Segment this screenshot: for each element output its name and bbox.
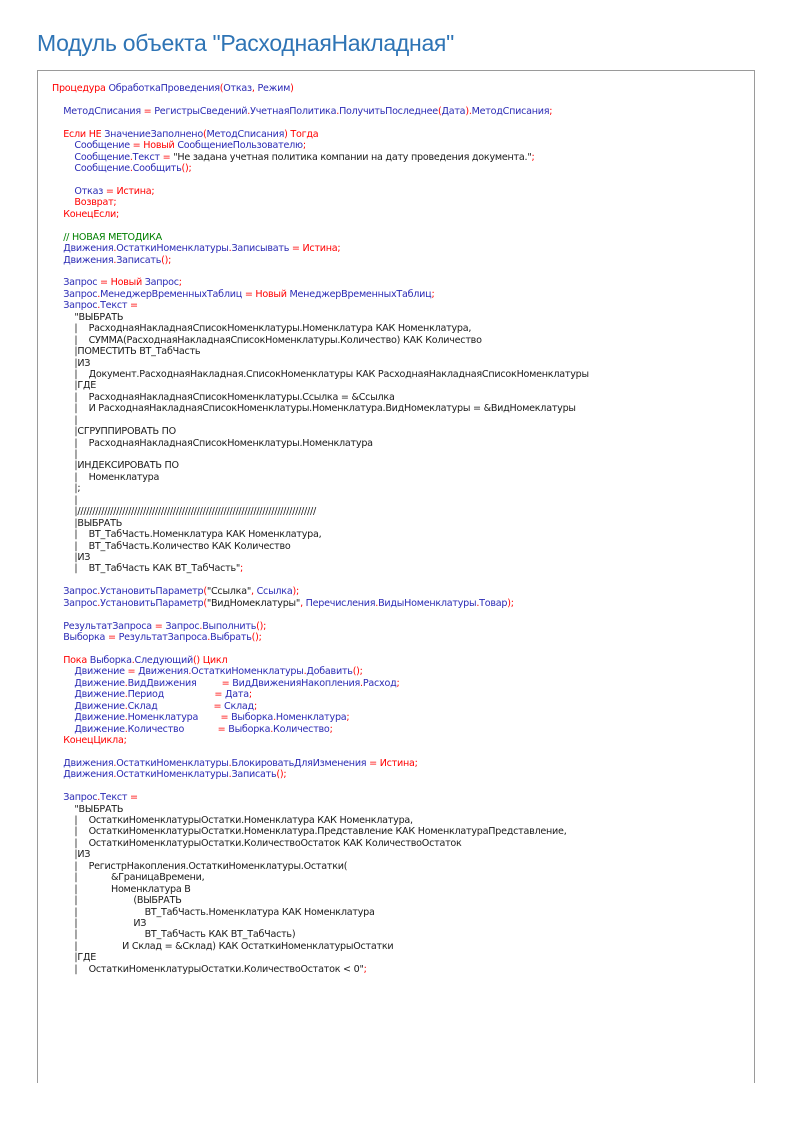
code-token: , (251, 83, 258, 94)
code-token: = (220, 712, 232, 724)
code-line (52, 117, 589, 128)
code-line (52, 323, 589, 334)
code-token: ( (203, 597, 207, 609)
code-token: | ИЗ (52, 917, 147, 929)
code-token: ОстаткиНоменклатуры (191, 666, 304, 678)
code-token: ; (240, 563, 243, 575)
code-token: |ГДЕ (52, 380, 97, 392)
code-line (52, 769, 589, 780)
code-token: Выборка (228, 723, 271, 735)
code-line (52, 563, 589, 574)
code-token: ; (302, 140, 306, 152)
code-token: | &ГраницаВремени, (52, 872, 205, 884)
code-token: |; (52, 483, 81, 495)
code-token: = (130, 300, 138, 312)
code-token: Движения (52, 769, 114, 781)
code-line (52, 175, 589, 186)
code-token: Количество (273, 723, 330, 735)
code-line (52, 586, 589, 597)
code-token: . (124, 700, 128, 712)
code-line (52, 266, 589, 277)
code-token: . (188, 666, 192, 678)
code-token: . (207, 632, 211, 643)
code-token: ( (202, 128, 207, 140)
code-token: | РасходнаяНакладнаяСписокНоменклатуры.Ссылка = &Ссылка (52, 391, 395, 403)
code-line (52, 746, 589, 757)
code-token: . (113, 769, 117, 781)
code-token: . (124, 723, 128, 735)
code-token: = (162, 151, 174, 163)
code-line (52, 277, 589, 288)
code-token: Записывать (231, 243, 292, 255)
code-line (52, 197, 589, 208)
code-token: ( (437, 105, 442, 117)
code-line (52, 403, 589, 414)
code-token: Режим (257, 83, 291, 94)
code-token: = (221, 677, 233, 689)
code-token: // НОВАЯ МЕТОДИКА (52, 231, 162, 243)
code-token: Добавить (306, 666, 353, 678)
code-token: . (273, 712, 276, 724)
code-token: | (52, 449, 78, 460)
code-token: , (251, 586, 257, 598)
code-line (52, 438, 589, 449)
code-token: Движение (52, 723, 125, 735)
code-token: Следующий (134, 654, 193, 666)
code-token: ); (292, 586, 299, 598)
code-token: ); (507, 597, 514, 609)
code-token: УстановитьПараметр (100, 597, 204, 609)
code-line (52, 701, 589, 712)
code-line (52, 140, 589, 151)
code-token: | (52, 494, 78, 506)
code-token: Движение (52, 677, 125, 689)
code-token: (); (352, 666, 363, 678)
code-line (52, 907, 589, 918)
code-token: Движения (52, 254, 114, 266)
code-token: Текст (100, 792, 131, 804)
code-line (52, 392, 589, 403)
code-line (52, 758, 589, 769)
code-line (52, 152, 589, 163)
code-token: Записать (231, 769, 277, 781)
code-line (52, 918, 589, 929)
code-line (52, 472, 589, 483)
code-token: | ВТ_ТабЧасть КАК ВТ_ТабЧасть) (52, 929, 296, 941)
code-listing (52, 83, 589, 975)
code-token: . (476, 597, 480, 609)
code-line (52, 289, 589, 300)
code-token: ОстаткиНоменклатуры (116, 769, 229, 781)
code-token: . (131, 654, 135, 666)
code-line (52, 335, 589, 346)
code-token: "ВидНомеклатуры" (206, 597, 301, 609)
code-line (52, 380, 589, 391)
code-token: |ПОМЕСТИТЬ ВТ_ТабЧасть (52, 346, 201, 358)
code-line (52, 506, 589, 517)
code-token: (); (256, 620, 267, 632)
code-token: Запрос (52, 288, 98, 300)
code-token: РезультатЗапроса (52, 620, 155, 632)
code-token: | РасходнаяНакладнаяСписокНоменклатуры.Номенклатура (52, 437, 373, 449)
code-token: Сообщение (52, 151, 130, 163)
code-line (52, 552, 589, 563)
code-token: Перечисления (305, 597, 376, 609)
code-token: . (228, 769, 232, 781)
code-token: Склад (224, 700, 254, 712)
code-token: ; (346, 712, 350, 724)
code-line (52, 415, 589, 426)
code-token: Выборка (52, 632, 108, 643)
code-token: ЗначениеЗаполнено (104, 128, 203, 140)
code-token: . (113, 243, 117, 255)
code-line (52, 872, 589, 883)
code-token: | Номенклатура В (52, 883, 191, 895)
code-token: . (124, 712, 128, 724)
code-token: Запрос (144, 277, 179, 289)
code-token: ( (219, 83, 224, 94)
code-token: ; (178, 277, 182, 289)
code-token: Склад (127, 700, 214, 712)
code-line (52, 689, 589, 700)
code-token: , (300, 597, 306, 609)
code-token: Движение (52, 712, 125, 724)
code-line (52, 163, 589, 174)
code-token: | (52, 414, 78, 426)
code-token: КонецЦикла; (52, 734, 127, 746)
code-token: = (143, 105, 155, 117)
code-line (52, 106, 589, 117)
code-token: ПолучитьПоследнее (339, 105, 438, 117)
code-line (52, 575, 589, 586)
code-token: = (127, 666, 139, 678)
code-line (52, 826, 589, 837)
code-token: Сообщить (132, 163, 182, 175)
code-token: | ОстаткиНоменклатурыОстатки.КоличествоОстаток < 0" (52, 963, 364, 975)
code-token: Пока (52, 654, 90, 666)
code-token: ВидыНоменклатуры (378, 597, 477, 609)
code-token: СообщениеПользователю (177, 140, 303, 152)
code-token: ВидДвиженияНакопления (232, 677, 361, 689)
code-token: ОбработкаПроведения (108, 83, 220, 94)
code-line (52, 643, 589, 654)
code-token: | Документ.РасходнаяНакладная.СписокНоменклатуры КАК РасходнаяНакладнаяСписокНоменклатуры (52, 368, 589, 380)
code-token: "ВЫБРАТЬ (52, 311, 124, 323)
code-token: ; (248, 689, 252, 701)
code-line (52, 815, 589, 826)
code-token: ВидДвижения (127, 677, 222, 689)
code-token: Запрос (52, 597, 98, 609)
code-line (52, 838, 589, 849)
code-token: Расход (362, 677, 397, 689)
code-token: Движения (52, 243, 114, 255)
code-token: = (217, 723, 229, 735)
code-token: РезультатЗапроса (118, 632, 208, 643)
code-token: БлокироватьДляИзменения (231, 757, 370, 769)
code-line (52, 849, 589, 860)
code-token: | Номенклатура (52, 471, 160, 483)
code-token: УчетнаяПолитика (250, 105, 337, 117)
code-token: = Истина; (105, 185, 155, 197)
code-token: Отказ (52, 185, 106, 197)
code-token: Текст (100, 300, 131, 312)
code-token: . (360, 677, 363, 689)
code-token: Движения (138, 666, 189, 678)
code-token: ; (363, 963, 367, 975)
code-token: . (468, 105, 472, 117)
code-line (52, 952, 589, 963)
code-line (52, 243, 589, 254)
code-token: Движение (52, 689, 125, 701)
code-line (52, 426, 589, 437)
code-token: МенеджерВременныхТаблиц (289, 288, 432, 300)
code-token: МетодСписания (471, 105, 550, 117)
code-token: | СУММА(РасходнаяНакладнаяСписокНоменклатуры.Количество) КАК Количество (52, 334, 482, 346)
code-token: ( (203, 586, 207, 598)
code-token: КонецЕсли; (52, 208, 120, 220)
code-token: |ИЗ (52, 357, 91, 369)
code-line (52, 941, 589, 952)
code-token: . (124, 689, 128, 701)
code-line (52, 460, 589, 471)
code-token: МенеджерВременныхТаблиц (100, 288, 245, 300)
code-listing-box (37, 70, 755, 1083)
code-token: . (97, 300, 101, 312)
code-line (52, 861, 589, 872)
code-line (52, 449, 589, 460)
code-token: ; (329, 723, 333, 735)
code-token: Текст (132, 151, 163, 163)
code-token: . (303, 666, 307, 678)
code-line (52, 632, 589, 643)
code-token: |ИЗ (52, 551, 91, 563)
code-token: Номенклатура (127, 712, 221, 724)
code-line (52, 483, 589, 494)
code-token: "ВЫБРАТЬ (52, 803, 124, 815)
code-token: | ВТ_ТабЧасть.Количество КАК Количество (52, 540, 291, 552)
code-token: ; (549, 105, 553, 117)
code-token: . (375, 597, 379, 609)
code-token: ОстаткиНоменклатуры (116, 243, 229, 255)
code-token: Количество (127, 723, 218, 735)
code-token: . (336, 105, 340, 117)
code-line (52, 541, 589, 552)
code-line (52, 232, 589, 243)
code-token: |ГДЕ (52, 952, 97, 964)
code-token: . (228, 757, 232, 769)
code-token: | ВТ_ТабЧасть.Номенклатура КАК Номенклатура (52, 906, 375, 918)
code-line (52, 792, 589, 803)
code-token: Возврат; (52, 197, 117, 209)
code-token: Номенклатура (275, 712, 347, 724)
code-line (52, 312, 589, 323)
code-line (52, 598, 589, 609)
code-token: . (228, 243, 232, 255)
code-token: | ВТ_ТабЧасть.Номенклатура КАК Номенклатура, (52, 529, 322, 541)
page-title: Модуль объекта "РасходнаяНакладная" (37, 30, 454, 56)
code-token: |ВЫБРАТЬ (52, 517, 123, 529)
code-token: ; (396, 677, 400, 689)
code-line (52, 964, 589, 975)
code-token: Запрос (52, 586, 98, 598)
code-line (52, 358, 589, 369)
code-token: Запрос (52, 792, 98, 804)
code-line (52, 724, 589, 735)
code-token: Дата (225, 689, 249, 701)
code-token: "Ссылка" (206, 586, 251, 598)
code-line (52, 255, 589, 266)
code-token: ; (531, 151, 535, 163)
code-token: Товар (479, 597, 508, 609)
code-token: Отказ (223, 83, 252, 94)
code-token: ; (431, 288, 435, 300)
code-token: "Не задана учетная политика компании на дату проведения документа." (173, 151, 532, 163)
code-token: | И Склад = &Склад) КАК ОстаткиНоменклатурыОстатки (52, 940, 394, 952)
code-line (52, 518, 589, 529)
code-line (52, 529, 589, 540)
code-token: = (154, 620, 166, 632)
code-line (52, 781, 589, 792)
code-line (52, 609, 589, 620)
code-token: Выборка (89, 654, 132, 666)
code-token: (); (181, 163, 192, 175)
code-token: |ИЗ (52, 849, 91, 861)
code-token: Запрос (52, 277, 101, 289)
code-token: ) (465, 105, 469, 117)
code-token: Сообщение (52, 140, 133, 152)
code-token: Движение (52, 666, 128, 678)
code-token: Выполнить (202, 620, 257, 632)
code-token: |ИНДЕКСИРОВАТЬ ПО (52, 460, 179, 472)
code-line (52, 83, 589, 94)
code-token: () Цикл (192, 654, 228, 666)
code-token: | ОстаткиНоменклатурыОстатки.Номенклатура.Представление КАК НоменклатураПредставление, (52, 826, 567, 838)
code-token: МетодСписания (206, 128, 285, 140)
code-token: = (107, 632, 119, 643)
code-line (52, 655, 589, 666)
code-token: . (270, 723, 274, 735)
code-token: | РасходнаяНакладнаяСписокНоменклатуры.Номенклатура КАК Номенклатура, (52, 323, 472, 335)
code-token: Выбрать (210, 632, 252, 643)
code-token: | ОстаткиНоменклатурыОстатки.КоличествоОстаток КАК КоличествоОстаток (52, 837, 462, 849)
code-token: = (214, 689, 225, 701)
code-token: . (247, 105, 251, 117)
code-token: = Истина; (291, 243, 341, 255)
code-token: (); (251, 632, 262, 643)
code-line (52, 929, 589, 940)
code-token: Дата (441, 105, 466, 117)
code-token: | ВТ_ТабЧасть КАК ВТ_ТабЧасть" (52, 563, 241, 575)
code-token: | ОстаткиНоменклатурыОстатки.Номенклатура КАК Номенклатура, (52, 815, 413, 826)
code-token: Запрос (165, 620, 200, 632)
code-token: = Новый (244, 288, 290, 300)
code-token: . (97, 288, 101, 300)
code-token: Выборка (231, 712, 274, 724)
code-line (52, 884, 589, 895)
code-line (52, 495, 589, 506)
code-token: . (129, 163, 133, 175)
code-token: . (113, 254, 117, 266)
code-token: . (97, 792, 101, 804)
code-line (52, 666, 589, 677)
code-token: = Истина; (369, 757, 418, 769)
code-token: = Новый (132, 140, 178, 152)
code-token: | (ВЫБРАТЬ (52, 895, 182, 907)
code-token: Период (127, 689, 215, 701)
code-token: . (199, 620, 203, 632)
code-token: ) (290, 83, 294, 94)
code-token: Сообщение (52, 163, 130, 175)
code-token: | РегистрНакопления.ОстаткиНоменклатуры.Остатки( (52, 860, 348, 872)
code-token: Движение (52, 700, 125, 712)
code-token: = (130, 792, 138, 804)
code-token: . (129, 151, 133, 163)
code-token: |СГРУППИРОВАТЬ ПО (52, 426, 176, 438)
code-token: Процедура (52, 83, 109, 94)
code-line (52, 735, 589, 746)
code-token: (); (276, 769, 287, 781)
code-line (52, 129, 589, 140)
code-token: ; (253, 700, 257, 712)
code-token: = (213, 700, 225, 712)
code-line (52, 678, 589, 689)
code-token: . (97, 597, 101, 609)
code-token: | И РасходнаяНакладнаяСписокНоменклатуры.Номенклатура.ВидНомеклатуры = &ВидНомеклатуры (52, 403, 576, 415)
code-token: Ссылка (256, 586, 293, 598)
code-token: |//////////////////////////////////////////////////////////////////////////////// (52, 506, 316, 518)
code-line (52, 804, 589, 815)
code-line (52, 712, 589, 723)
code-token: УстановитьПараметр (100, 586, 204, 598)
code-token: МетодСписания (52, 105, 144, 117)
code-token: Движения (52, 757, 114, 769)
code-line (52, 369, 589, 380)
code-token: РегистрыСведений (154, 105, 248, 117)
code-token: Если НЕ (52, 128, 105, 140)
code-token: (); (161, 254, 172, 266)
code-token: . (97, 586, 101, 598)
code-line (52, 186, 589, 197)
code-token: ) Тогда (284, 128, 319, 140)
code-line (52, 621, 589, 632)
code-line (52, 209, 589, 220)
code-token: . (124, 677, 128, 689)
code-token: Записать (116, 254, 162, 266)
code-token: Запрос (52, 300, 98, 312)
code-token: = Новый (100, 277, 145, 289)
code-line (52, 300, 589, 311)
code-token: . (113, 757, 117, 769)
code-line (52, 895, 589, 906)
code-line (52, 94, 589, 105)
code-token: ОстаткиНоменклатуры (116, 757, 229, 769)
code-line (52, 346, 589, 357)
code-line (52, 220, 589, 231)
